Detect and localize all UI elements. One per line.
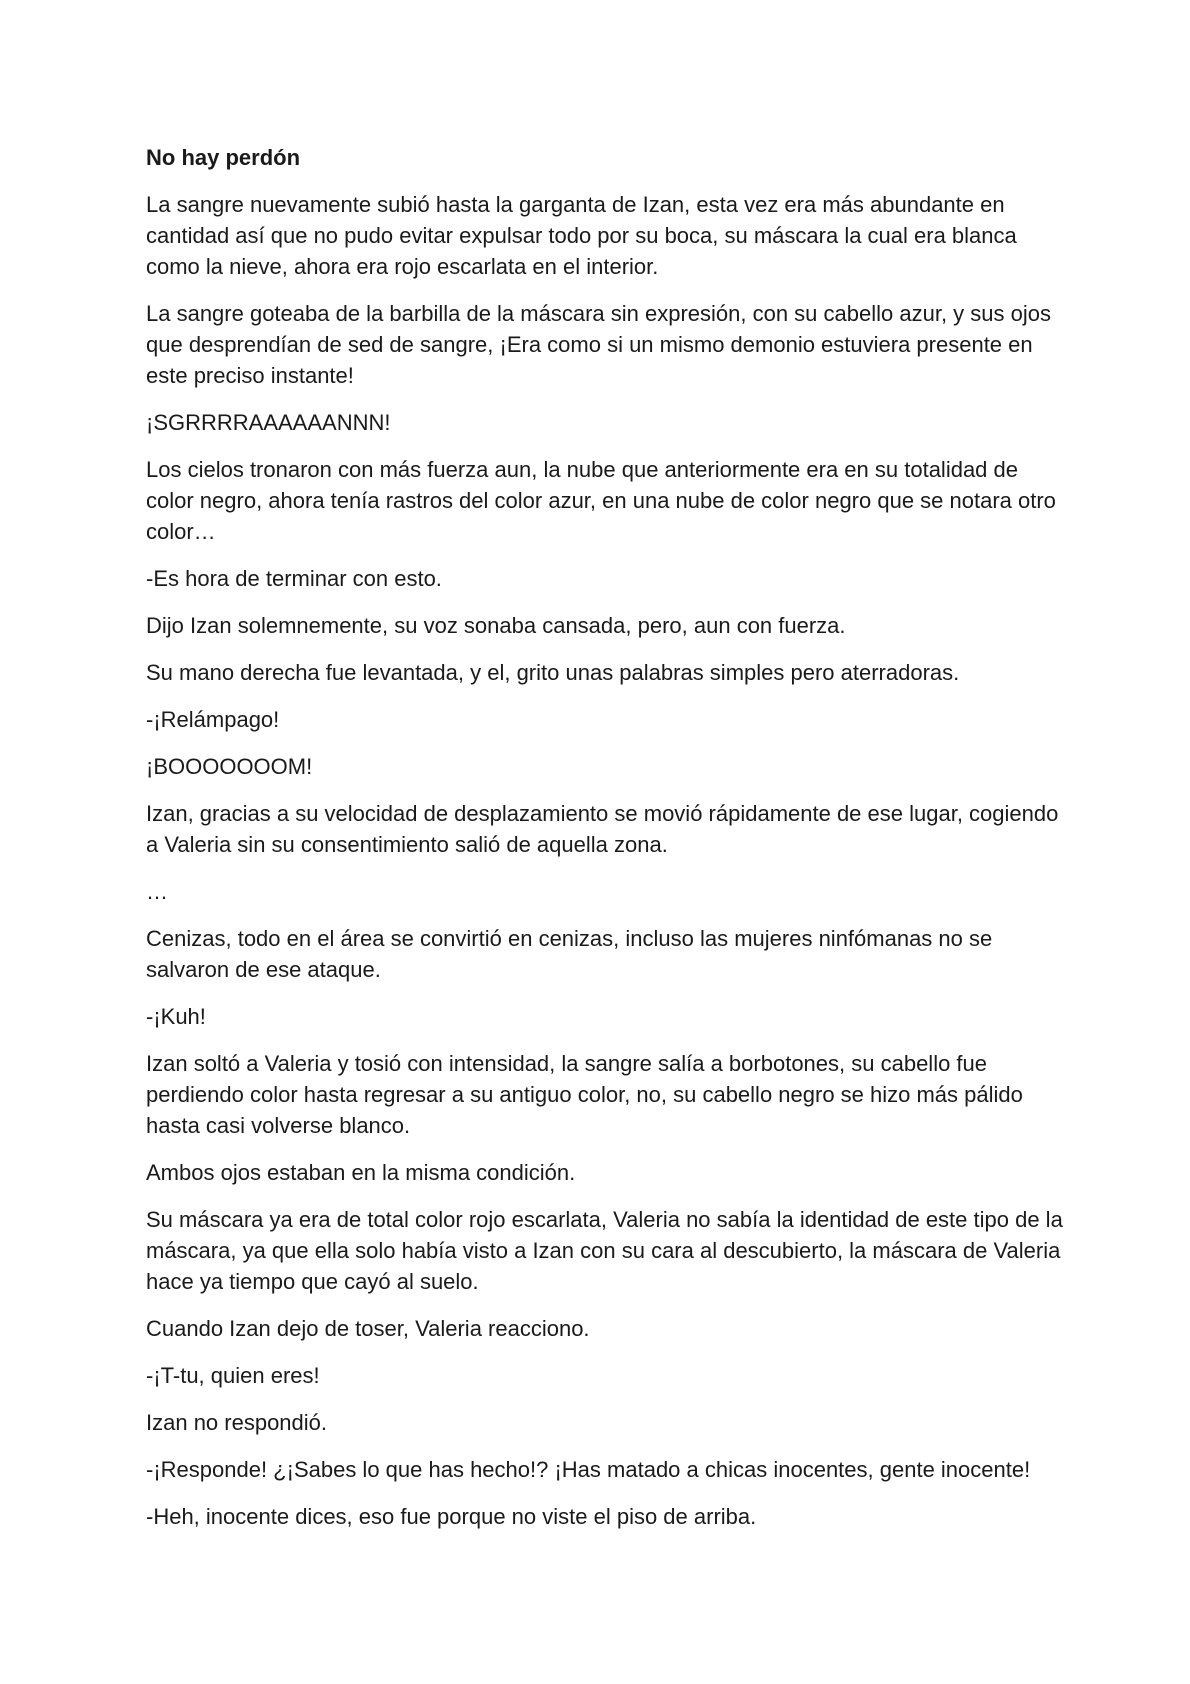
paragraph-14: Izan soltó a Valeria y tosió con intensidad, la sangre salía a borbotones, su cabello fue perdiendo color hasta regresar a su antiguo color, no, su cabello negro se hizo más pálido hasta casi volverse blanco. bbox=[146, 1051, 1023, 1138]
paragraph-8: -¡Relámpago! bbox=[146, 707, 280, 732]
paragraph-7: Su mano derecha fue levantada, y el, grito unas palabras simples pero aterradoras. bbox=[146, 660, 960, 685]
document-page bbox=[146, 142, 1066, 1532]
paragraph-13: -¡Kuh! bbox=[146, 1004, 206, 1029]
paragraph-2: La sangre goteaba de la barbilla de la máscara sin expresión, con su cabello azur, y sus ojos que desprendían de sed de sangre, ¡Era como si un mismo demonio estuviera presente en este preciso instante! bbox=[146, 301, 1051, 388]
paragraph-10: Izan, gracias a su velocidad de desplazamiento se movió rápidamente de ese lugar, cogiendo a Valeria sin su consentimiento salió de aquella zona. bbox=[146, 801, 1059, 857]
paragraph-20: -¡Responde! ¿¡Sabes lo que has hecho!? ¡Has matado a chicas inocentes, gente inocente! bbox=[146, 1457, 1031, 1482]
paragraph-15: Ambos ojos estaban en la misma condición. bbox=[146, 1160, 576, 1185]
paragraph-4: Los cielos tronaron con más fuerza aun, la nube que anteriormente era en su totalidad de color negro, ahora tenía rastros del color azur, en una nube de color negro que se notara otro color… bbox=[146, 457, 1056, 544]
paragraph-21: -Heh, inocente dices, eso fue porque no viste el piso de arriba. bbox=[146, 1504, 757, 1529]
paragraph-11: … bbox=[146, 879, 168, 904]
paragraph-19: Izan no respondió. bbox=[146, 1410, 328, 1435]
paragraph-12: Cenizas, todo en el área se convirtió en cenizas, incluso las mujeres ninfómanas no se salvaron de ese ataque. bbox=[146, 926, 993, 982]
paragraph-1: La sangre nuevamente subió hasta la garganta de Izan, esta vez era más abundante en cantidad así que no pudo evitar expulsar todo por su boca, su máscara la cual era blanca como la nieve, ahora era rojo escarlata en el interior. bbox=[146, 192, 1017, 279]
paragraph-18: -¡T-tu, quien eres! bbox=[146, 1363, 320, 1388]
paragraph-16: Su máscara ya era de total color rojo escarlata, Valeria no sabía la identidad de este tipo de la máscara, ya que ella solo había visto a Izan con su cara al descubierto, la máscara de Valeria hace ya tiempo que cayó al suelo. bbox=[146, 1207, 1063, 1294]
document-title: No hay perdón bbox=[146, 145, 301, 170]
paragraph-3: ¡SGRRRRAAAAAANNN! bbox=[146, 410, 391, 435]
paragraph-9: ¡BOOOOOOOM! bbox=[146, 754, 313, 779]
paragraph-17: Cuando Izan dejo de toser, Valeria reacciono. bbox=[146, 1316, 590, 1341]
paragraph-6: Dijo Izan solemnemente, su voz sonaba cansada, pero, aun con fuerza. bbox=[146, 613, 846, 638]
paragraph-5: -Es hora de terminar con esto. bbox=[146, 566, 442, 591]
